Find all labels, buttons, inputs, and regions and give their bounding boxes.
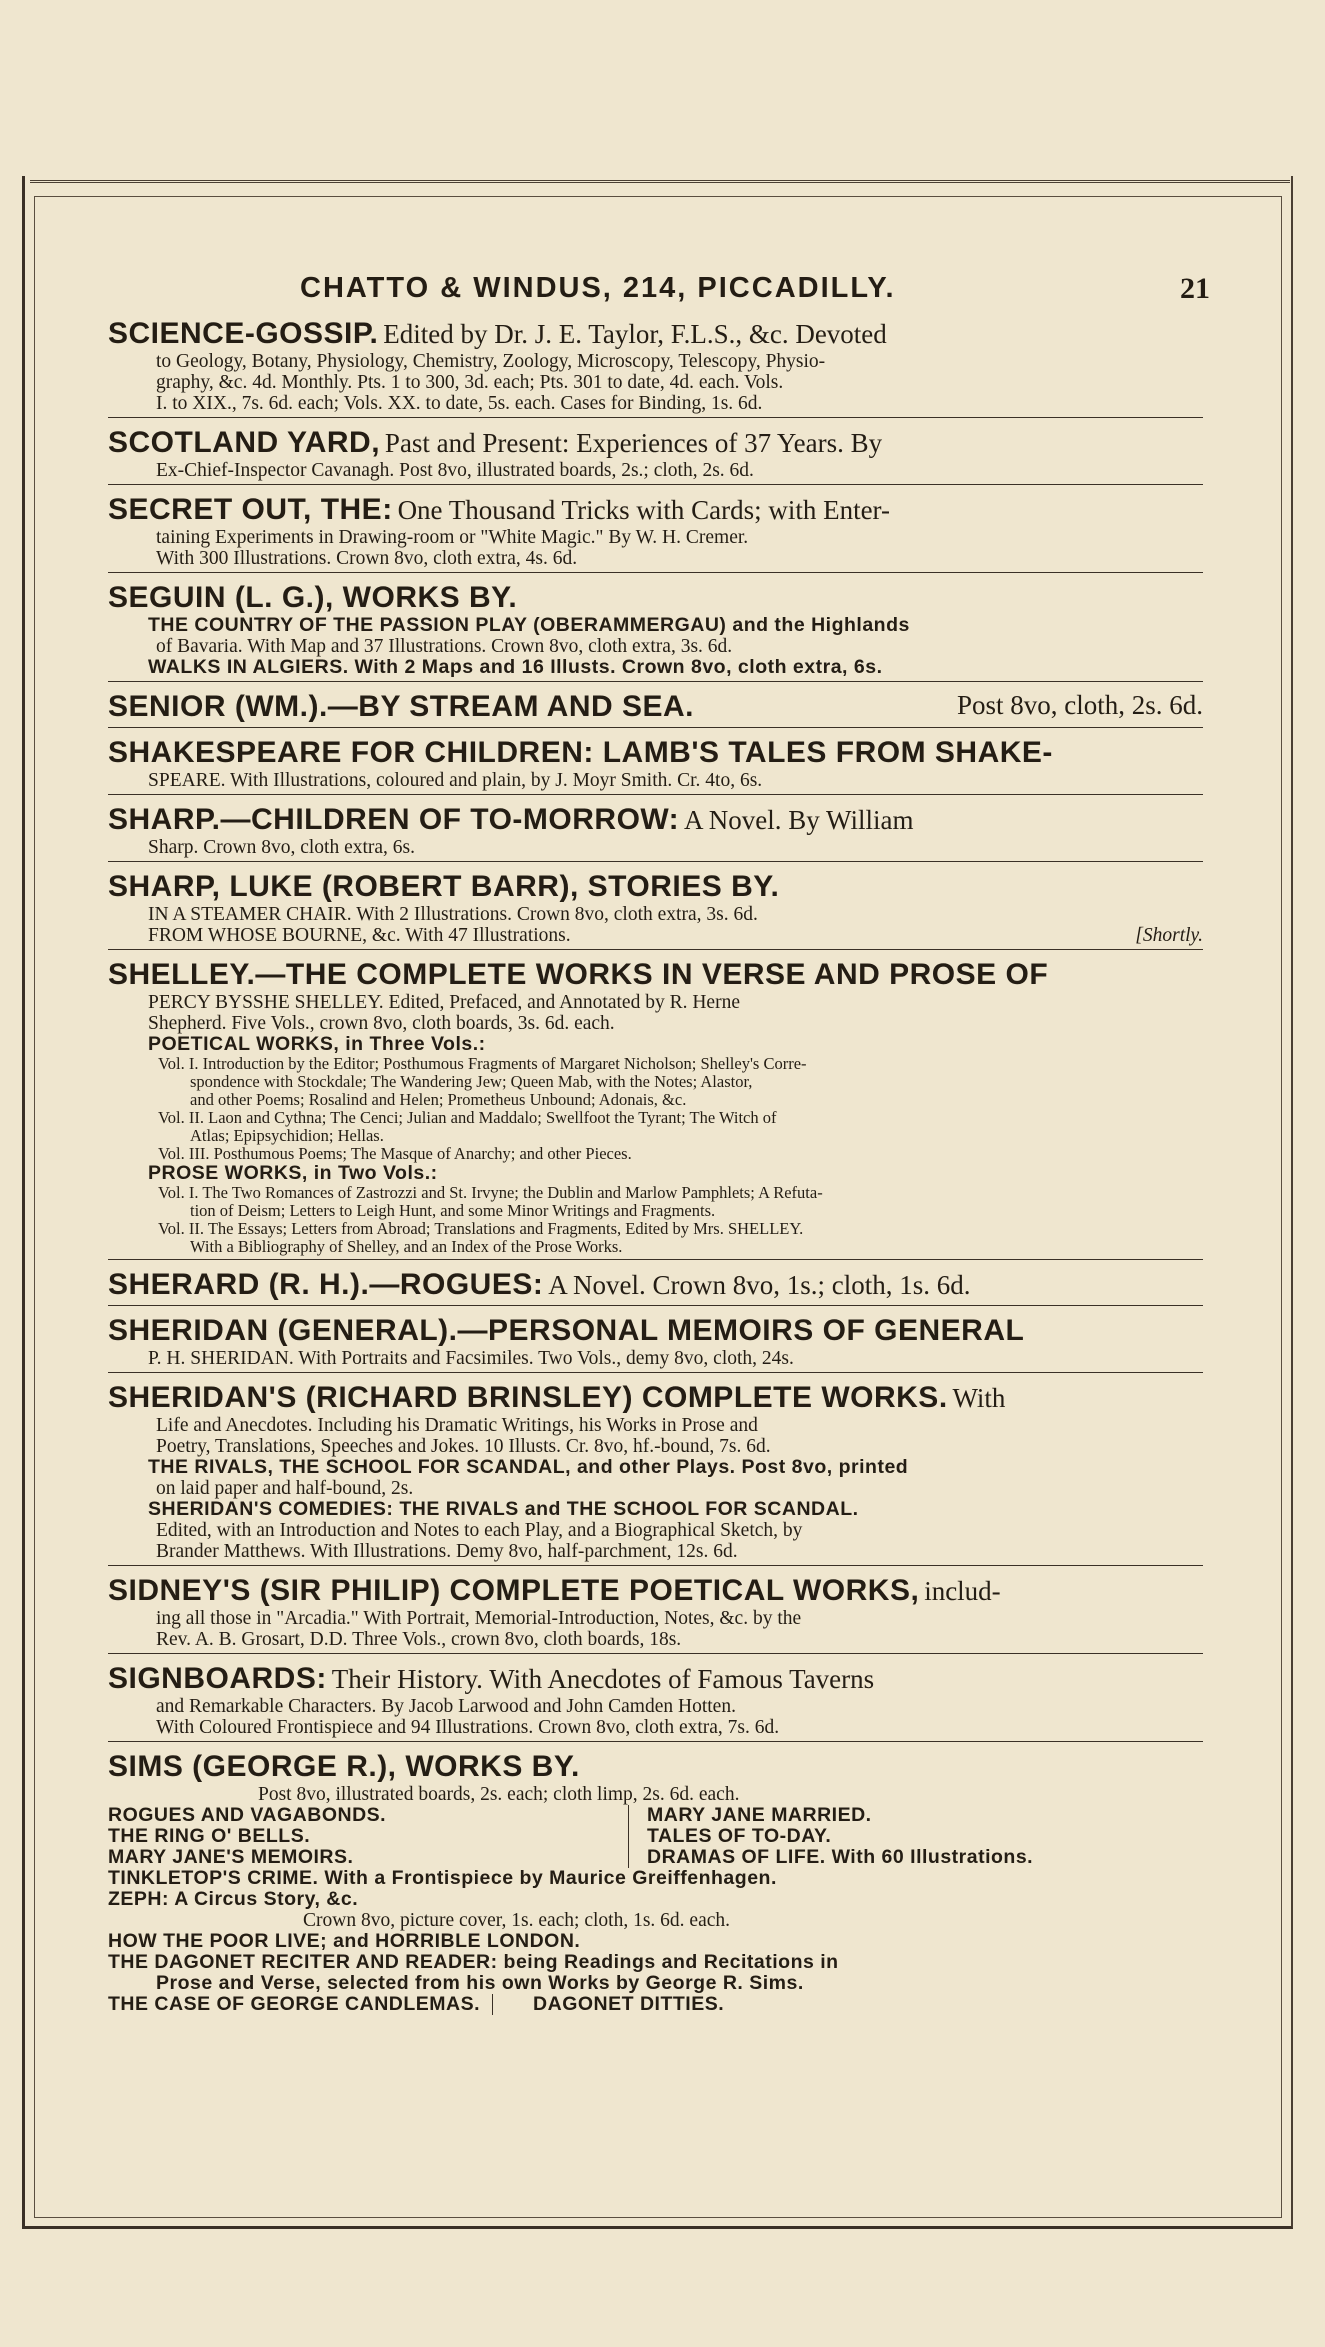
entry-sheridan-brinsley: SHERIDAN'S (RICHARD BRINSLEY) COMPLETE WORKS. With Life and Anecdotes. Including his Dramatic Writings, his Works in Prose and Poetry, Translations, Speeches and Jokes. 10 Illusts. Cr. 8vo, hf.-bound, 7s. 6d. THE RIVALS, THE SCHOOL FOR SCANDAL, and other Plays. Post 8vo, printed on laid paper and half-bound, 2s. SHERIDAN'S COMEDIES: THE RIVALS and THE SCHOOL FOR SCANDAL. Edited, with an Introduction and Notes to each Play, and a Biographical Sketch, by Brander Matthews. With Illustrations. Demy 8vo, half-parchment, 12s. 6d. bbox=[108, 1380, 1203, 1566]
catalogue-listing bbox=[108, 316, 1203, 2025]
entry-heading: SCIENCE-GOSSIP. bbox=[108, 317, 379, 350]
entry-sidney: SIDNEY'S (SIR PHILIP) COMPLETE POETICAL WORKS, includ- ing all those in "Arcadia." With Portrait, Memorial-Introduction, Notes, &c. by the Rev. A. B. Grosart, D.D. Three Vols., crown 8vo, cloth boards, 18s. bbox=[108, 1573, 1203, 1654]
entry-heading: SIGNBOARDS: bbox=[108, 1662, 327, 1695]
entry-sims: SIMS (GEORGE R.), WORKS BY. Post 8vo, illustrated boards, 2s. each; cloth limp, 2s. 6d. each. ROGUES AND VAGABONDS. THE RING O' BELLS. MARY JANE'S MEMOIRS. MARY JANE MARRIED. TALES OF TO-DAY. DRAMAS OF LIFE. With 60 Illustrations. TINKLETOP'S CRIME. With a Frontispiece by Maurice Greiffenhagen. ZEPH: A Circus Story, &c. Crown 8vo, picture cover, 1s. each; cloth, 1s. 6d. each. HOW THE POOR LIVE; and HORRIBLE LONDON. THE DAGONET RECITER AND READER: being Readings and Recitations in Prose and Verse, selected from his own Works by George R. Sims. THE CASE OF GEORGE CANDLEMAS. DAGONET DITTIES. bbox=[108, 1749, 1203, 2018]
sims-final-titles: THE CASE OF GEORGE CANDLEMAS. DAGONET DITTIES. bbox=[108, 1993, 725, 2015]
entry-science-gossip: SCIENCE-GOSSIP. Edited by Dr. J. E. Taylor, F.L.S., &c. Devoted to Geology, Botany, Physiology, Chemistry, Zoology, Microscopy, Telescopy, Physio- graphy, &c. 4d. Monthly. Pts. 1 to 300, 3d. each; Pts. 301 to date, 4d. each. Vols. I. to XIX., 7s. 6d. each; Vols. XX. to date, 5s. each. Cases for Binding, 1s. 6d. bbox=[108, 316, 1203, 418]
entry-signboards: SIGNBOARDS: Their History. With Anecdotes of Famous Taverns and Remarkable Characters. By Jacob Larwood and John Camden Hotten. With Coloured Frontispiece and 94 Illustrations. Crown 8vo, cloth extra, 7s. 6d. bbox=[108, 1661, 1203, 1742]
entry-heading: SIDNEY'S (SIR PHILIP) COMPLETE POETICAL WORKS, bbox=[108, 1574, 920, 1607]
page-number: 21 bbox=[1180, 272, 1210, 305]
entry-sherard: SHERARD (R. H.).—ROGUES: A Novel. Crown 8vo, 1s.; cloth, 1s. 6d. bbox=[108, 1267, 1203, 1306]
entry-heading: SECRET OUT, THE: bbox=[108, 493, 393, 526]
entry-heading: SHAKESPEARE FOR CHILDREN: LAMB'S TALES FROM SHAKE- bbox=[108, 736, 1053, 769]
entry-heading: SHARP.—CHILDREN OF TO-MORROW: bbox=[108, 803, 680, 836]
entry-heading: SEGUIN (L. G.), WORKS BY. bbox=[108, 581, 518, 614]
entry-heading: SHERARD (R. H.).—ROGUES: bbox=[108, 1268, 544, 1301]
entry-shakespeare: SHAKESPEARE FOR CHILDREN: LAMB'S TALES FROM SHAKE- SPEARE. With Illustrations, coloured and plain, by J. Moyr Smith. Cr. 4to, 6s. bbox=[108, 735, 1203, 795]
entry-shelley: SHELLEY.—THE COMPLETE WORKS IN VERSE AND PROSE OF PERCY BYSSHE SHELLEY. Edited, Prefaced, and Annotated by R. Herne Shepherd. Five Vols., crown 8vo, cloth boards, 3s. 6d. each. POETICAL WORKS, in Three Vols.: Vol. I. Introduction by the Editor; Posthumous Fragments of Margaret Nicholson; Shelley's Corre- spondence with Stockdale; The Wandering Jew; Queen Mab, with the Notes; Alastor, and other Poems; Rosalind and Helen; Prometheus Unbound; Adonais, &c. Vol. II. Laon and Cythna; The Cenci; Julian and Maddalo; Swellfoot the Tyrant; The Witch of Atlas; Epipsychidion; Hellas. Vol. III. Posthumous Poems; The Masque of Anarchy; and other Pieces. PROSE WORKS, in Two Vols.: Vol. I. The Two Romances of Zastrozzi and St. Irvyne; the Dublin and Marlow Pamphlets; A Refuta- tion of Deism; Letters to Leigh Hunt, and some Minor Writings and Fragments. Vol. II. The Essays; Letters from Abroad; Translations and Fragments, Edited by Mrs. SHELLEY. With a Bibliography of Shelley, and an Index of the Prose Works. bbox=[108, 957, 1203, 1260]
entry-sharp-luke: SHARP, LUKE (ROBERT BARR), STORIES BY. IN A STEAMER CHAIR. With 2 Illustrations. Crown 8vo, cloth extra, 3s. 6d. FROM WHOSE BOURNE, &c. With 47 Illustrations. [Shortly. bbox=[108, 869, 1203, 950]
sims-column-left: ROGUES AND VAGABONDS. THE RING O' BELLS. MARY JANE'S MEMOIRS. bbox=[108, 1805, 629, 1868]
sims-title-columns bbox=[108, 1805, 1203, 1868]
running-header bbox=[100, 272, 1210, 316]
entry-secret-out: SECRET OUT, THE: One Thousand Tricks with Cards; with Enter- taining Experiments in Drawing-room or "White Magic." By W. H. Cremer. With 300 Illustrations. Crown 8vo, cloth extra, 4s. 6d. bbox=[108, 492, 1203, 573]
entry-sharp-william: SHARP.—CHILDREN OF TO-MORROW: A Novel. By William Sharp. Crown 8vo, cloth extra, 6s. bbox=[108, 802, 1203, 862]
sims-column-right: MARY JANE MARRIED. TALES OF TO-DAY. DRAMAS OF LIFE. With 60 Illustrations. bbox=[647, 1804, 1034, 1868]
entry-senior: SENIOR (WM.).—BY STREAM AND SEA. Post 8vo, cloth, 2s. 6d. bbox=[108, 689, 1203, 728]
entry-sheridan-general: SHERIDAN (GENERAL).—PERSONAL MEMOIRS OF GENERAL P. H. SHERIDAN. With Portraits and Facsimiles. Two Vols., demy 8vo, cloth, 24s. bbox=[108, 1313, 1203, 1373]
entry-heading: SENIOR (WM.).—BY STREAM AND SEA. bbox=[108, 690, 695, 723]
entry-heading: SHELLEY.—THE COMPLETE WORKS IN VERSE AND PROSE OF bbox=[108, 958, 1049, 991]
entry-heading: SHARP, LUKE (ROBERT BARR), STORIES BY. bbox=[108, 870, 780, 903]
entry-heading: SHERIDAN'S (RICHARD BRINSLEY) COMPLETE WORKS. bbox=[108, 1381, 948, 1414]
entry-heading: SCOTLAND YARD, bbox=[108, 426, 381, 459]
entry-heading: SHERIDAN (GENERAL).—PERSONAL MEMOIRS OF GENERAL bbox=[108, 1314, 1025, 1347]
publisher-header: CHATTO & WINDUS, 214, PICCADILLY. bbox=[300, 272, 896, 304]
entry-scotland-yard: SCOTLAND YARD, Past and Present: Experiences of 37 Years. By Ex-Chief-Inspector Cavanagh. Post 8vo, illustrated boards, 2s.; cloth, 2s. 6d. bbox=[108, 425, 1203, 485]
entry-seguin: SEGUIN (L. G.), WORKS BY. THE COUNTRY OF THE PASSION PLAY (OBERAMMERGAU) and the Highlands of Bavaria. With Map and 37 Illustrations. Crown 8vo, cloth extra, 3s. 6d. WALKS IN ALGIERS. With 2 Maps and 16 Illusts. Crown 8vo, cloth extra, 6s. bbox=[108, 580, 1203, 682]
entry-heading: SIMS (GEORGE R.), WORKS BY. bbox=[108, 1750, 580, 1783]
